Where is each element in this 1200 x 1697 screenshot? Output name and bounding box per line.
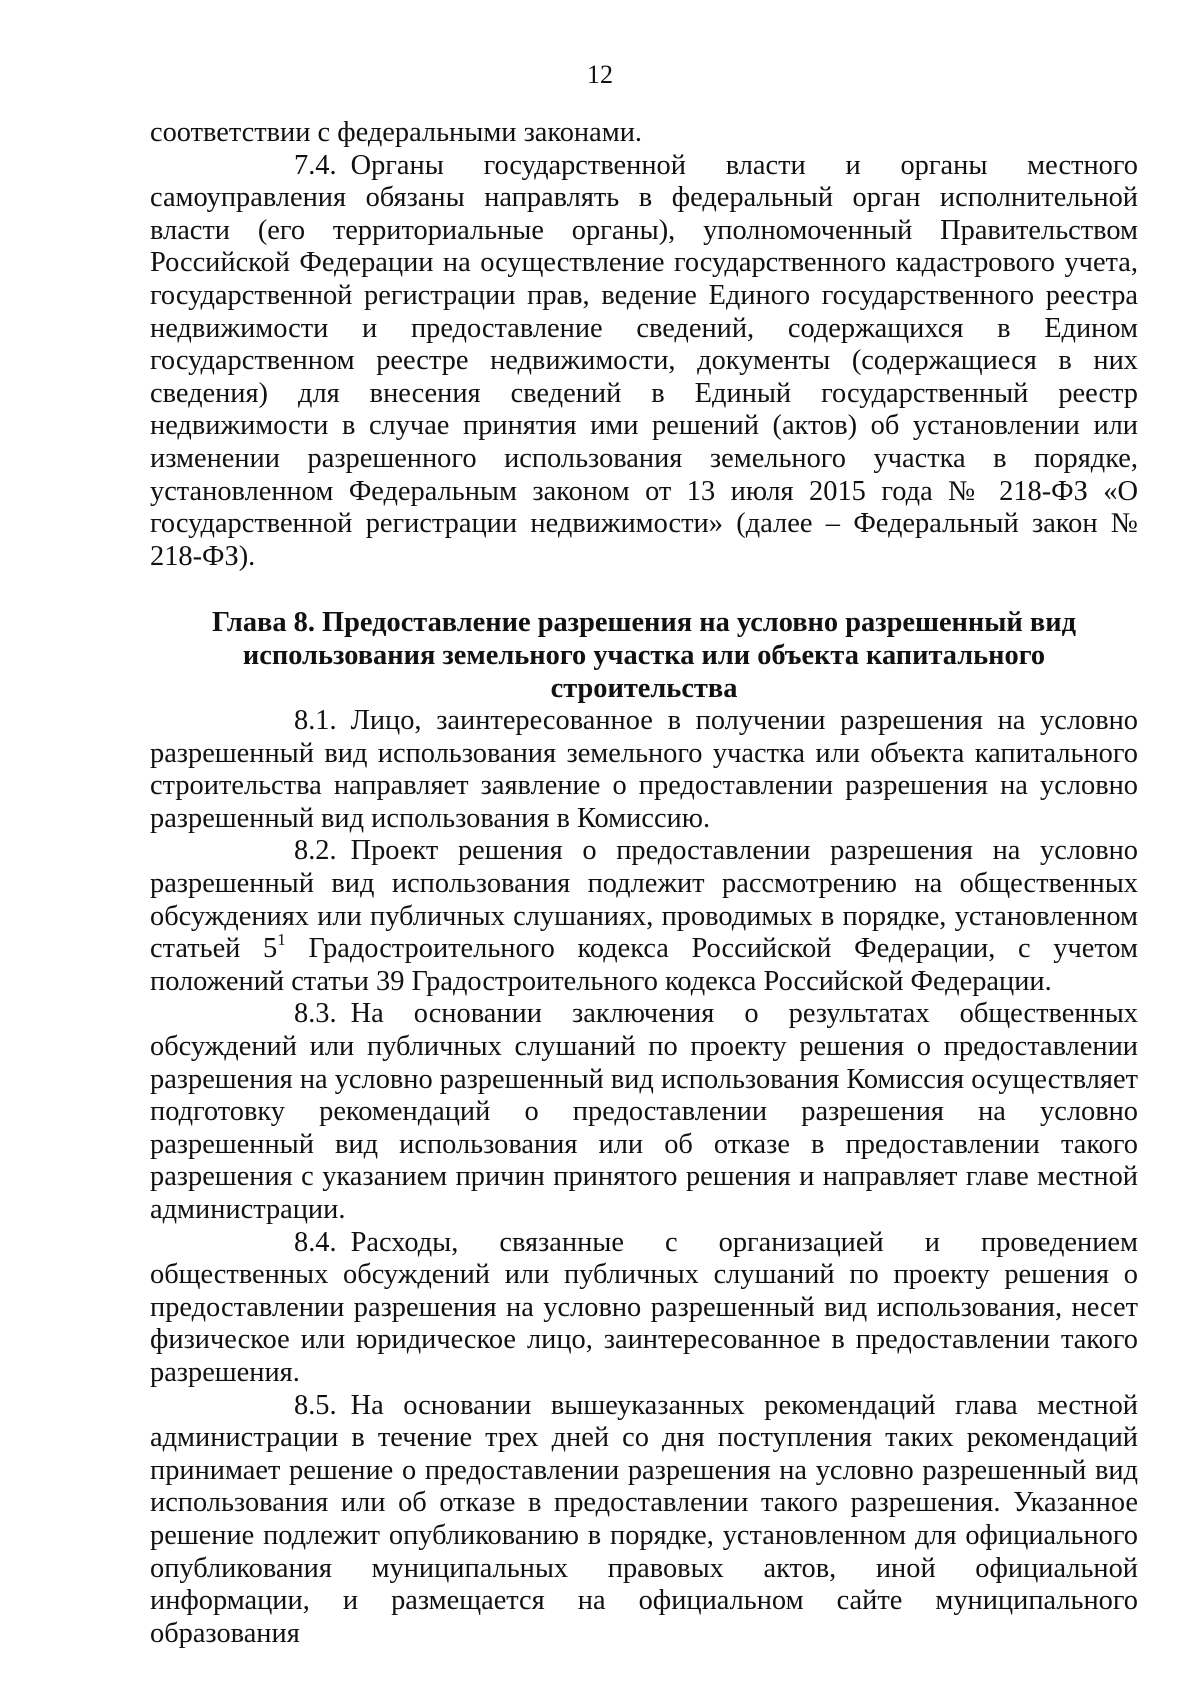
paragraph-text-before-superscript: Проект решения о предоставлении разрешения на условно разрешенный вид использования подлежит рассмотрению на общественных обсуждениях или публичных слушаниях, проводимых в порядке, установленном статьей 5 [150, 835, 1138, 965]
paragraph-7-4 [150, 150, 1138, 574]
paragraph-number: 8.1. [294, 705, 337, 737]
paragraph-number: 7.4. [294, 149, 337, 181]
paragraph-8-4 [150, 1227, 1138, 1390]
paragraph-text: Органы государственной власти и органы местного самоуправления обязаны направлять в федеральный орган исполнительной власти (его территориальные органы), уполномоченный Правительством Российской Федерации на осуществление государственного кадастрового учета, государственной регистрации прав, ведение Единого государственного реестра недвижимости и предоставление сведений, содержащихся в Едином государственном реестре недвижимости, документы (содержащиеся в них сведения) для внесения сведений в Единый государственный реестр недвижимости в случае принятия ими решений (актов) об установлении или изменении разрешенного использования земельного участка в порядке, установленном Федеральным законом от 13 июля 2015 года № 218-ФЗ «О государственной регистрации недвижимости» (далее – Федеральный закон № 218-ФЗ). [150, 149, 1138, 572]
continued-paragraph [150, 117, 1138, 150]
paragraph-number: 8.4. [294, 1226, 337, 1258]
paragraph-8-3 [150, 998, 1138, 1226]
chapter-heading-line-1: Глава 8. Предоставление разрешения на условно разрешенный вид [212, 607, 1076, 639]
superscript-mark: 1 [277, 930, 286, 950]
chapter-heading [150, 607, 1138, 705]
paragraph-number: 8.3. [294, 998, 337, 1030]
page-number: 12 [587, 60, 613, 89]
paragraph-text: соответствии с федеральными законами. [150, 117, 642, 148]
paragraph-8-2 [150, 835, 1138, 998]
paragraph-number: 8.5. [294, 1389, 337, 1421]
document-body [150, 117, 1138, 1650]
paragraph-number: 8.2. [294, 835, 337, 867]
paragraph-text: Расходы, связанные с организацией и проведением общественных обсуждений или публичных слушаний по проекту решения о предоставлении разрешения на условно разрешенный вид использования, несет физическое или юридическое лицо, заинтересованное в предоставлении такого разрешения. [150, 1226, 1138, 1388]
paragraph-text-after-superscript: Градостроительного кодекса Российской Федерации, с учетом положений статьи 39 Градостроительного кодекса Российской Федерации. [150, 933, 1138, 997]
paragraph-8-5 [150, 1390, 1138, 1651]
paragraph-text: На основании вышеуказанных рекомендаций глава местной администрации в течение трех дней со дня поступления таких рекомендаций принимает решение о предоставлении разрешения на условно разрешенный вид использования или об отказе в предоставлении такого разрешения. Указанное решение подлежит опубликованию в порядке, установленном для официального опубликования муниципальных правовых актов, иной официальной информации, и размещается на официальном сайте муниципального образования [150, 1389, 1138, 1649]
paragraph-text: Лицо, заинтересованное в получении разрешения на условно разрешенный вид использования земельного участка или объекта капитального строительства направляет заявление о предоставлении разрешения на условно разрешенный вид использования в Комиссию. [150, 705, 1138, 834]
paragraph-8-1 [150, 705, 1138, 835]
chapter-heading-line-3: строительства [550, 672, 738, 704]
chapter-heading-line-2: использования земельного участка или объекта капитального [242, 639, 1046, 671]
paragraph-text: На основании заключения о результатах общественных обсуждений или публичных слушаний по проекту решения о предоставлении разрешения на условно разрешенный вид использования Комиссия осуществляет подготовку рекомендаций о предоставлении разрешения на условно разрешенный вид использования или об отказе в предоставлении такого разрешения с указанием причин принятого решения и направляет главе местной администрации. [150, 998, 1138, 1225]
